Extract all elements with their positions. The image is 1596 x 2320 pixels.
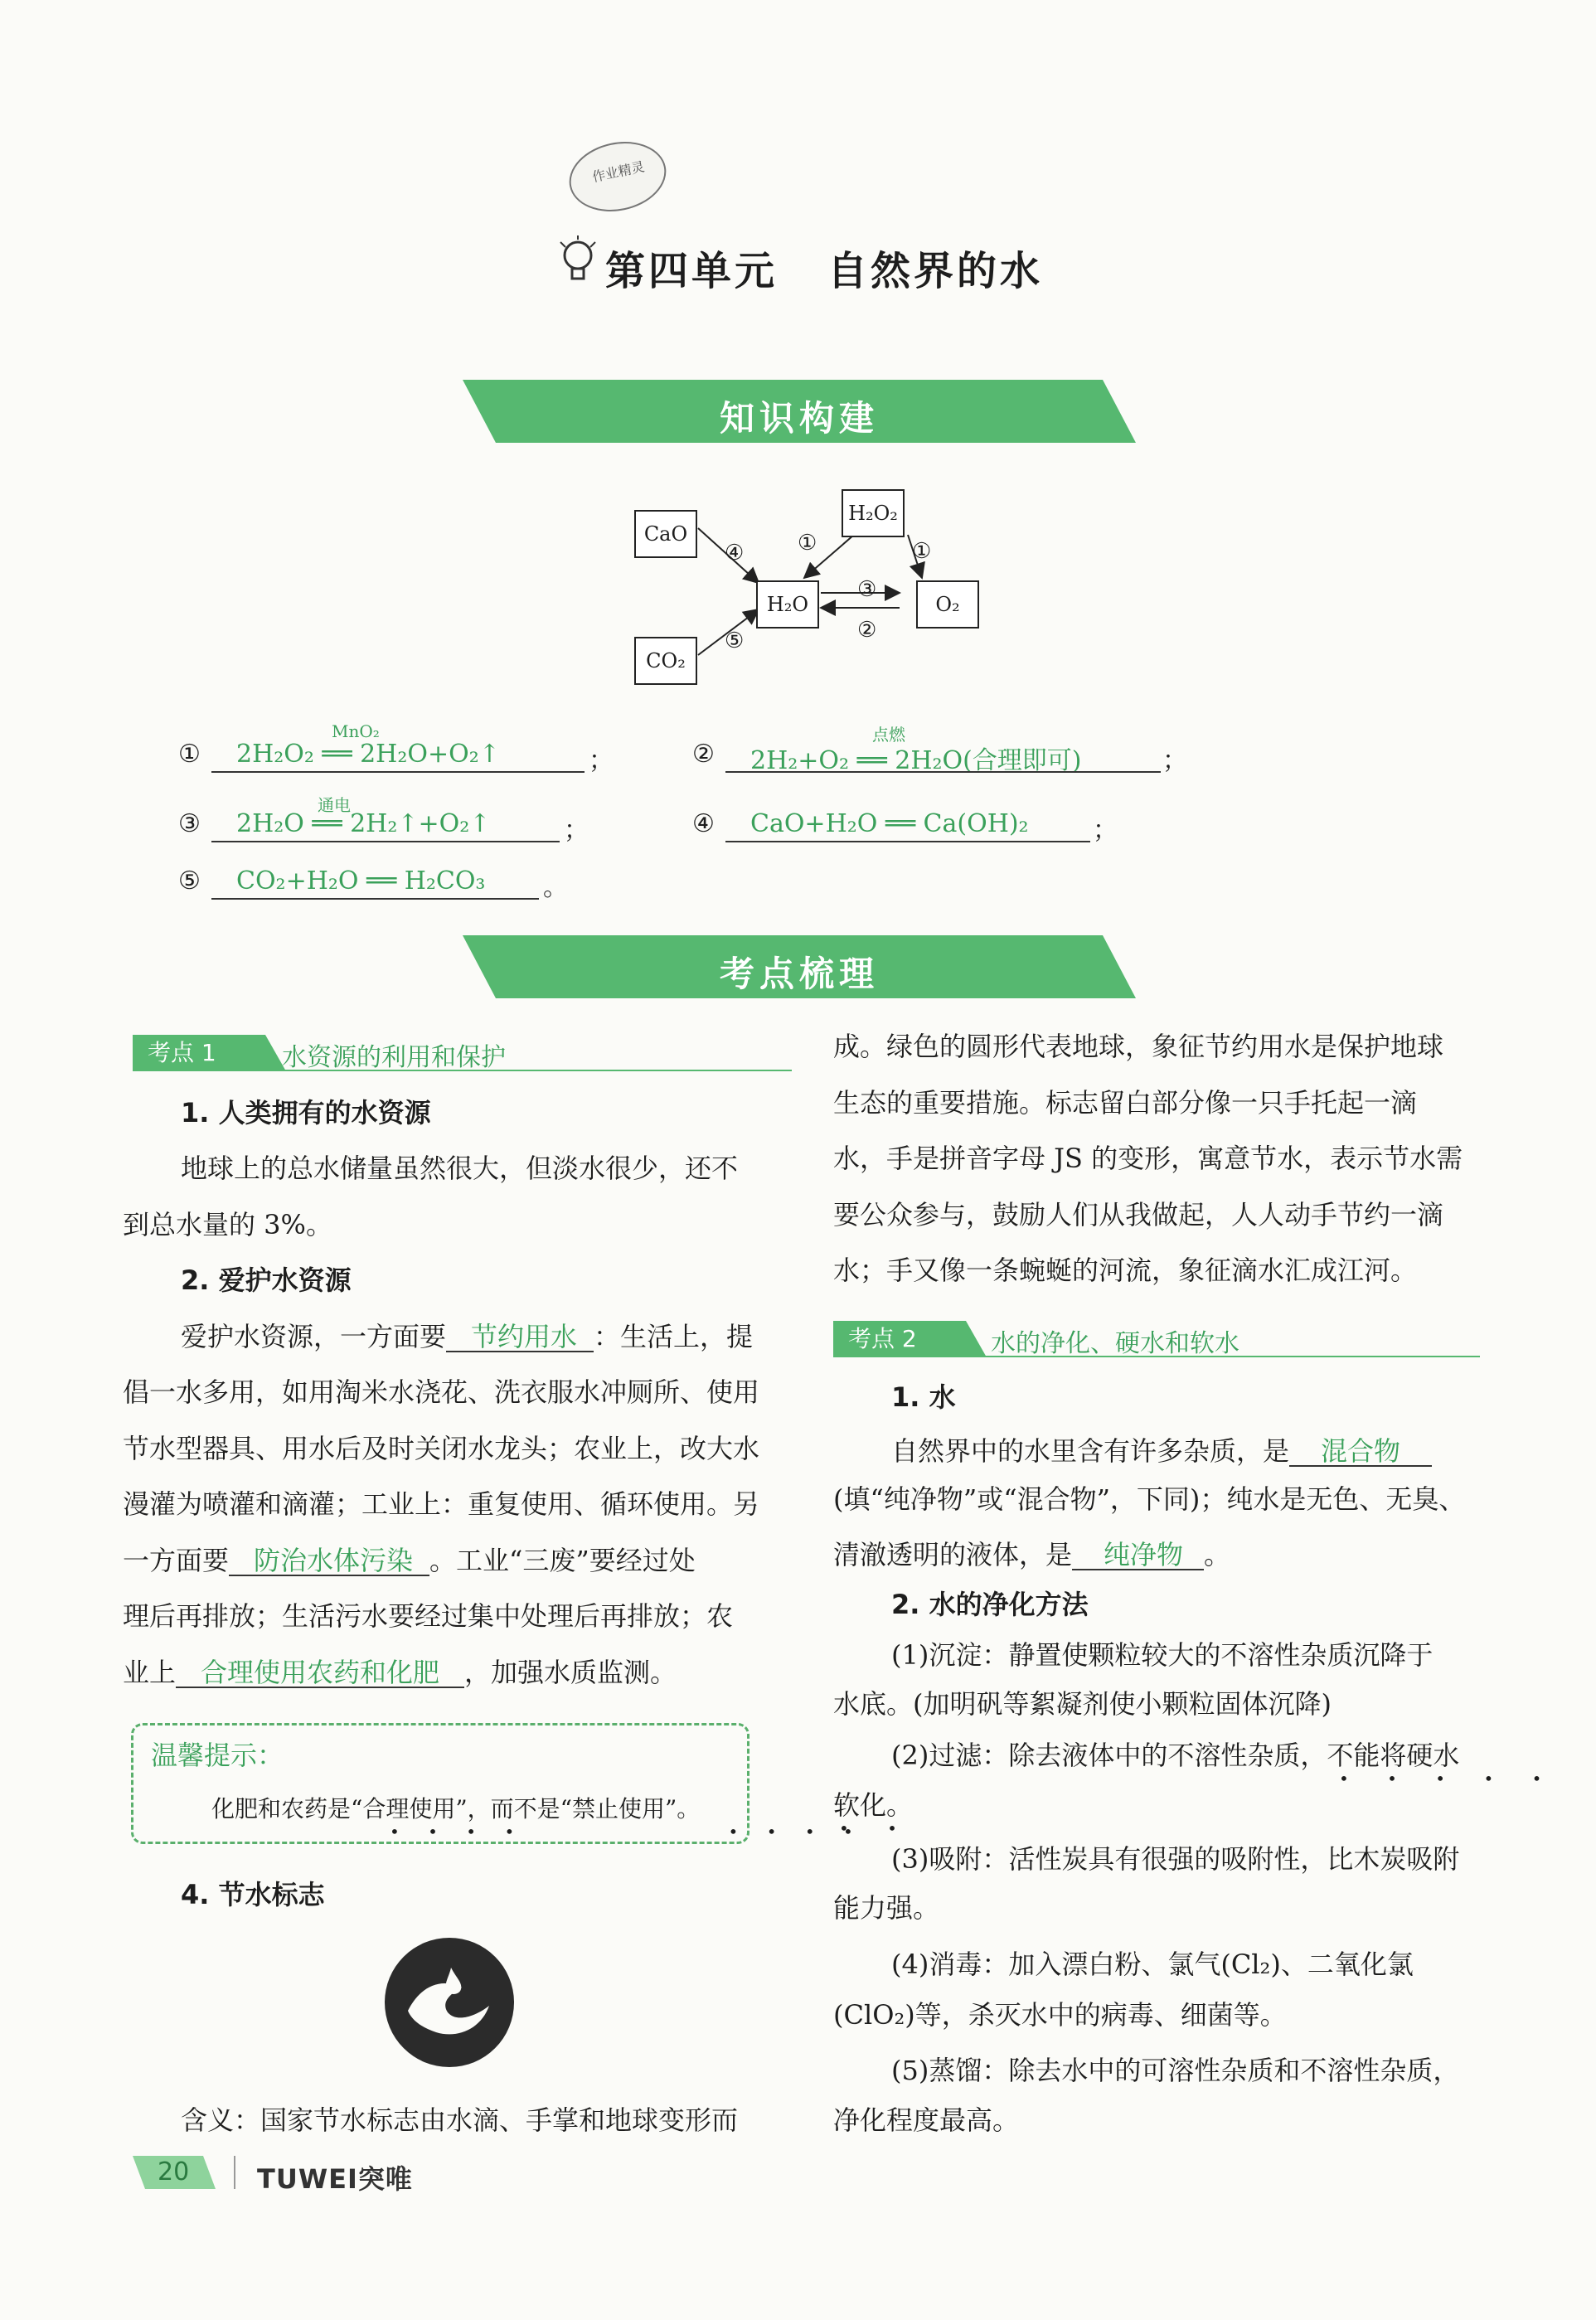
box-o2: O₂	[916, 580, 979, 629]
s2-l1: 爱护水资源，一方面要 节约用水 ：生活上，提	[181, 1321, 754, 1352]
r-l5: 水；手又像一条蜿蜒的河流，象征滴水汇成江河。	[833, 1255, 1418, 1286]
kd-1-tag: 考点 1 水资源的利用和保护	[133, 1035, 564, 1071]
eq-2-cond: 点燃	[872, 725, 905, 745]
diagram-label-5: ⑤	[725, 629, 745, 653]
svg-text:作业精灵: 作业精灵	[590, 158, 647, 186]
r-l3: 水，手是拼音字母 JS 的变形，寓意节水，表示节水需	[833, 1143, 1463, 1174]
s2-l6: 理后再排放；生活污水要经过集中处理后再排放；农	[123, 1600, 734, 1632]
eq-1-underline	[211, 771, 585, 773]
w2-1b: 水底。(加明矾等絮凝剂使小颗粒固体沉降)	[833, 1688, 1332, 1720]
diagram-label-1a: ①	[798, 531, 817, 556]
eq-5-end: 。	[543, 873, 568, 902]
tip-title: 温馨提示：	[151, 1740, 284, 1771]
eq-5-underline	[211, 898, 539, 900]
s1-title: 1. 人类拥有的水资源	[181, 1097, 431, 1128]
tip-emphasis-dots: • • • • • • • •	[390, 1822, 865, 1842]
w2-3b: 能力强。	[833, 1892, 940, 1924]
s4-l1: 含义：国家节水标志由水滴、手掌和地球变形而	[181, 2104, 739, 2136]
eq-4-num: ④	[692, 809, 715, 838]
eq-1-end: ；	[589, 746, 614, 775]
s2-l5: 一方面要 防治水体污染 。工业“三废”要经过处	[123, 1545, 696, 1576]
w2-5a: (5)蒸馏：除去水中的可溶性杂质和不溶性杂质，	[891, 2055, 1460, 2086]
s2-l2: 倡一水多用，如用淘米水浇花、洗衣服水冲厕所、使用	[123, 1376, 760, 1408]
eq-4-underline	[725, 841, 1090, 842]
eq-3-cond: 通电	[318, 795, 351, 815]
lightbulb-icon	[557, 235, 599, 289]
kd-2-rule	[833, 1356, 1480, 1357]
eq-1-num: ①	[178, 740, 201, 769]
s1-l1: 地球上的总水储量虽然很大，但淡水很少，还不	[181, 1153, 739, 1184]
r-l4: 要公众参与，鼓励人们从我做起，人人动手节约一滴	[833, 1199, 1444, 1230]
eq-3-end: ；	[564, 816, 589, 845]
w1-l3: 清澈透明的液体，是 纯净物 。	[833, 1539, 1231, 1570]
box-cao: CaO	[634, 510, 697, 558]
brand-logo: TUWEI突唯	[257, 2163, 413, 2195]
eq-3: 2H₂O ══ 2H₂↑+O₂↑	[236, 809, 491, 838]
stamp-logo	[564, 137, 672, 220]
w2-2-dots: • • • • •	[1339, 1769, 1559, 1789]
w2-4a: (4)消毒：加入漂白粉、氯气(Cl₂)、二氧化氯	[891, 1949, 1414, 1980]
eq-4-end: ；	[1093, 816, 1118, 845]
w2-2a: (2)过滤：除去液体中的不溶性杂质，不能将硬水	[891, 1740, 1460, 1771]
kd-1-rule	[133, 1070, 792, 1071]
kd-2-tag: 考点 2 水的净化、硬水和软水	[833, 1321, 1331, 1357]
eq-2-num: ②	[692, 740, 715, 769]
page-title: 第四单元 自然界的水	[605, 248, 1044, 294]
s2-title: 2. 爱护水资源	[181, 1264, 352, 1296]
diagram-label-4: ④	[725, 541, 745, 565]
eq-2: 2H₂+O₂ ══ 2H₂O(合理即可)	[750, 746, 1082, 775]
w2-title: 2. 水的净化方法	[891, 1589, 1089, 1620]
eq-3-num: ③	[178, 809, 201, 838]
w1-l1: 自然界中的水里含有许多杂质，是 混合物	[891, 1437, 1432, 1467]
w1-l2: (填“纯净物”或“混合物”，下同)；纯水是无色、无臭、	[833, 1483, 1466, 1515]
eq-5: CO₂+H₂O ══ H₂CO₃	[236, 866, 486, 895]
page-number-badge: 20	[133, 2156, 216, 2189]
r-l1: 成。绿色的圆形代表地球，象征节约用水是保护地球	[833, 1031, 1444, 1062]
water-saving-logo	[383, 1936, 516, 2069]
diagram-label-1b: ①	[912, 539, 932, 564]
eq-5-num: ⑤	[178, 866, 201, 895]
w2-2b: 软化。	[833, 1789, 914, 1821]
eq-2-underline	[725, 771, 1161, 773]
section-banner-knowledge: 知识构建	[463, 380, 1136, 443]
eq-2-end: ；	[1162, 746, 1187, 775]
diagram-label-2: ②	[857, 618, 877, 643]
s2-l3: 节水型器具、用水后及时关闭水龙头；农业上，改大水	[123, 1433, 760, 1464]
box-h2o: H₂O	[756, 580, 819, 629]
w2-2b-dots: • •	[839, 1818, 914, 1838]
w1-title: 1. 水	[891, 1381, 956, 1413]
eq-1: 2H₂O₂ ══ 2H₂O+O₂↑	[236, 740, 500, 769]
diagram-label-3: ③	[857, 577, 877, 602]
section-banner-points: 考点梳理	[463, 935, 1136, 998]
s4-title: 4. 节水标志	[181, 1879, 325, 1910]
s2-l7: 业上 合理使用农药和化肥 ，加强水质监测。	[123, 1657, 677, 1688]
box-h2o2: H₂O₂	[842, 489, 905, 537]
w2-5b: 净化程度最高。	[833, 2104, 1020, 2136]
w2-4b: (ClO₂)等，杀灭水中的病毒、细菌等。	[833, 1999, 1287, 2031]
r-l2: 生态的重要措施。标志留白部分像一只手托起一滴	[833, 1087, 1418, 1119]
eq-1-cond: MnO₂	[332, 721, 380, 741]
eq-4: CaO+H₂O ══ Ca(OH)₂	[750, 809, 1029, 838]
s2-l4: 漫灌为喷灌和滴灌；工业上：重复使用、循环使用。另	[123, 1488, 760, 1520]
s1-l2: 到总水量的 3%。	[123, 1209, 332, 1240]
tip-body: 化肥和农药是“合理使用”，而不是“禁止使用”。	[211, 1795, 701, 1823]
footer-divider	[234, 2156, 235, 2189]
w2-1a: (1)沉淀：静置使颗粒较大的不溶性杂质沉降于	[891, 1639, 1433, 1671]
box-co2: CO₂	[634, 637, 697, 685]
w2-3a: (3)吸附：活性炭具有很强的吸附性，比木炭吸附	[891, 1843, 1460, 1875]
eq-3-underline	[211, 841, 560, 842]
